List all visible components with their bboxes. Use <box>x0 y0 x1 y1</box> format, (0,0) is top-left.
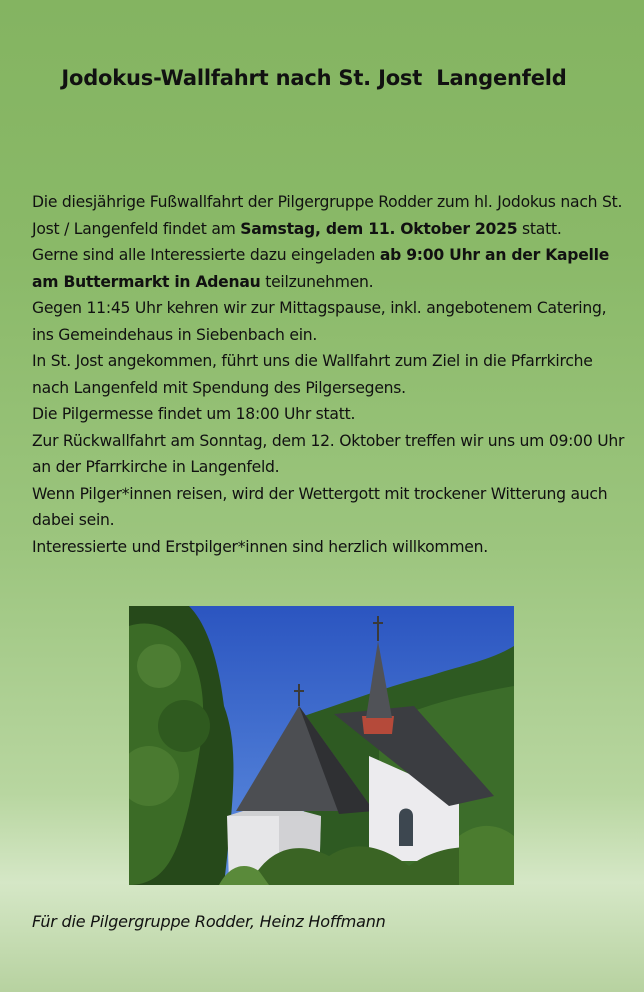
highlight-text: ab 9:00 Uhr an der Kapelle am Buttermarkt in Adenau <box>32 246 610 291</box>
paragraph <box>32 348 632 401</box>
paragraph-text: statt. <box>517 219 562 238</box>
paragraph-text: Gegen 11:45 Uhr kehren wir zur Mittagspause, inkl. angebotenem Catering, ins Gemeindehaus in Siebenbach ein. <box>32 299 607 344</box>
paragraph <box>32 481 632 534</box>
paragraph-text: Die diesjährige Fußwallfahrt der Pilgergruppe Rodder zum hl. Jodokus nach St. Jost / Langenfeld findet am <box>32 193 623 238</box>
paragraph-text: teilzunehmen. <box>260 272 374 291</box>
paragraph <box>32 428 632 481</box>
paragraph <box>32 242 632 295</box>
paragraph-text: Wenn Pilger*innen reisen, wird der Wettergott mit trockener Witterung auch dabei sein. <box>32 484 608 529</box>
highlight-text: Samstag, dem 11. Oktober 2025 <box>240 219 518 238</box>
paragraph-text: In St. Jost angekommen, führt uns die Wallfahrt zum Ziel in die Pfarrkirche nach Langenfeld mit Spendung des Pilgersegens. <box>32 352 593 397</box>
paragraph <box>32 534 632 561</box>
signature: Für die Pilgergruppe Rodder, Heinz Hoffmann <box>32 912 386 931</box>
paragraph <box>32 189 632 242</box>
announcement-text <box>32 189 632 560</box>
paragraph-text: Interessierte und Erstpilger*innen sind herzlich willkommen. <box>32 537 488 556</box>
paragraph <box>32 295 632 348</box>
paragraph-text: Zur Rückwallfahrt am Sonntag, dem 12. Oktober treffen wir uns um 09:00 Uhr an der Pfarrkirche in Langenfeld. <box>32 431 625 476</box>
paragraph-text: Gerne sind alle Interessierte dazu eingeladen <box>32 246 380 264</box>
paragraph <box>32 401 632 428</box>
paragraph-text: Die Pilgermesse findet um 18:00 Uhr statt. <box>32 405 356 423</box>
page-title: Jodokus-Wallfahrt nach St. Jost Langenfeld <box>61 66 567 90</box>
church-photo <box>129 606 514 885</box>
